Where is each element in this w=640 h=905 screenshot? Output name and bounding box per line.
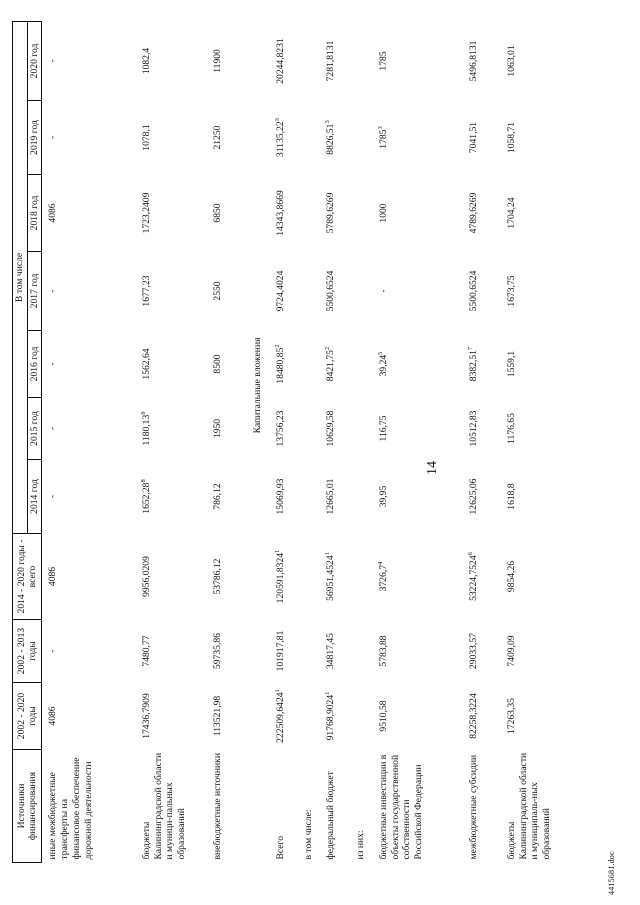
table-cell — [501, 534, 559, 620]
cell-value: - — [47, 426, 59, 431]
cell-value: 4086 — [47, 706, 59, 726]
table-row — [136, 21, 207, 862]
table-cell — [136, 620, 207, 683]
empty-cell — [350, 534, 373, 620]
row-label: межбюджетные субсидии — [468, 754, 480, 860]
table-cell — [320, 460, 350, 534]
table-cell — [501, 620, 559, 683]
cell-value: 17436,7909 — [140, 693, 152, 739]
table-cell — [136, 175, 207, 252]
table-row — [463, 21, 501, 862]
empty-cell — [350, 252, 373, 331]
table-cell — [373, 534, 463, 620]
cell-value: 10512,83 — [468, 410, 480, 447]
cell-value: 1618,8 — [506, 483, 518, 510]
table-cell — [42, 683, 136, 750]
table-cell — [501, 252, 559, 331]
header-source: Источники финансирования — [13, 750, 42, 863]
table-cell — [373, 398, 463, 460]
cell-value: - — [378, 289, 390, 293]
cell-value: 1673,75 — [506, 275, 518, 307]
table-cell — [42, 460, 136, 534]
empty-cell — [298, 175, 321, 252]
table-cell — [463, 21, 501, 100]
table-cell — [207, 331, 247, 398]
table-cell — [501, 683, 559, 750]
empty-cell — [298, 398, 321, 460]
row-label: бюджеты Калининградской области и муници-пальных образований — [140, 752, 188, 860]
table-cell — [42, 331, 136, 398]
cell-value: 1000 — [378, 203, 390, 223]
empty-cell — [298, 534, 321, 620]
cell-value: 5500,6524 — [468, 270, 480, 312]
cell-value: 101917,81 — [274, 630, 286, 672]
cell-value: 11900 — [211, 49, 223, 73]
table-cell — [207, 252, 247, 331]
table-cell — [320, 21, 350, 100]
header-year: 2016 год — [27, 331, 42, 398]
footnote-marker: 2 — [324, 346, 332, 351]
cell-value: 59735,86 — [211, 633, 223, 669]
header-year: 2015 год — [27, 398, 42, 460]
table-cell — [463, 534, 501, 620]
cell-value: 7409,09 — [506, 635, 518, 667]
row-label: бюджеты Калининградской области и муниципаль-ных образований — [506, 752, 553, 860]
cell-value: 1078,1 — [140, 124, 152, 151]
table-cell — [136, 101, 207, 175]
table-cell — [136, 534, 207, 620]
cell-value: 15069,93 — [274, 478, 286, 515]
cell-value: 2550 — [211, 281, 223, 301]
cell-value: 1176,65 — [506, 413, 518, 444]
cell-value: 91768,9024 — [325, 694, 337, 741]
table-cell — [136, 683, 207, 750]
cell-value: - — [47, 362, 59, 366]
footnote-marker: 1 — [273, 689, 281, 693]
cell-value: 1063,01 — [506, 45, 518, 77]
row-label: в том числе: — [302, 809, 314, 860]
cell-value: 7281,8131 — [325, 40, 337, 82]
cell-value: 1785 — [378, 129, 390, 149]
cell-value: 7041,51 — [468, 121, 480, 154]
cell-value: 1785 — [378, 51, 390, 71]
footnote-marker: 2 — [273, 344, 281, 348]
table-cell — [501, 331, 559, 398]
row-label: федеральный бюджет — [325, 771, 337, 860]
cell-value: 113521,98 — [211, 695, 223, 737]
table-row — [501, 21, 559, 862]
table-cell — [373, 252, 463, 331]
cell-value: 9956,0209 — [140, 556, 152, 597]
cell-value: 12625,06 — [468, 478, 480, 515]
table-cell — [207, 460, 247, 534]
table-cell — [270, 534, 298, 620]
footnote-marker: 1 — [324, 552, 332, 556]
table-cell — [136, 398, 207, 460]
cell-value: 4086 — [47, 566, 59, 587]
table-cell — [463, 683, 501, 750]
row-label: внебюджетные источники — [211, 753, 223, 860]
cell-value: 17263,35 — [506, 698, 518, 734]
table-cell — [270, 21, 298, 100]
table-cell — [373, 175, 463, 252]
cell-value: 53224,7524 — [468, 555, 480, 601]
cell-value: 1058,71 — [506, 121, 518, 154]
cell-value: 9510,58 — [378, 700, 390, 732]
header-year: 2018 год — [27, 175, 42, 252]
table-row — [373, 21, 463, 862]
cell-value: 31135,22 — [274, 121, 286, 157]
table-cell — [373, 460, 463, 534]
table-cell — [501, 398, 559, 460]
empty-cell — [350, 398, 373, 460]
cell-value: 4789,6269 — [468, 192, 480, 234]
table-cell — [136, 331, 207, 398]
header-including: В том числе — [13, 21, 28, 533]
empty-cell — [350, 331, 373, 398]
header-total: 2002 - 2020 годы — [13, 683, 42, 750]
cell-value: 120591,8324 — [274, 552, 286, 604]
table-cell — [320, 175, 350, 252]
cell-value: 1950 — [211, 418, 223, 439]
table-row — [270, 21, 298, 862]
table-cell — [320, 331, 350, 398]
table-cell — [207, 683, 247, 750]
cell-value: 12665,01 — [325, 478, 337, 515]
table-cell — [320, 620, 350, 683]
empty-cell — [298, 620, 321, 683]
cell-value: 5496,8131 — [468, 40, 480, 82]
empty-cell — [298, 252, 321, 331]
table-cell — [501, 21, 559, 100]
cell-value: 39,24 — [378, 354, 390, 377]
table-cell — [320, 398, 350, 460]
table-cell — [207, 620, 247, 683]
table-cell — [463, 620, 501, 683]
cell-value: 14343,8669 — [274, 190, 286, 236]
cell-value: 56951,4524 — [325, 555, 337, 601]
row-label: из них: — [355, 830, 367, 860]
table-cell — [373, 683, 463, 750]
header-period-2: 2014 - 2020 годы - всего — [13, 534, 42, 620]
footnote-marker: 1 — [324, 691, 332, 695]
cell-value: 20244,8231 — [274, 38, 286, 84]
table-cell — [320, 252, 350, 331]
table-cell — [207, 534, 247, 620]
cell-value: 1704,24 — [506, 197, 518, 229]
table-row — [320, 21, 350, 862]
table-cell — [270, 460, 298, 534]
empty-cell — [298, 21, 321, 100]
cell-value: 5789,6269 — [325, 192, 337, 234]
cell-value: 9724,4024 — [274, 270, 286, 312]
section-caption: Капитальные вложения — [251, 337, 263, 434]
header-year: 2017 год — [27, 252, 42, 331]
cell-value: 1559,1 — [506, 350, 518, 378]
cell-value: 5783,88 — [378, 635, 390, 667]
cell-value: 53786,12 — [211, 558, 223, 595]
footnote-marker: 5 — [376, 351, 384, 355]
empty-cell — [350, 101, 373, 175]
cell-value: 786,12 — [211, 483, 223, 510]
cell-value: 10629,58 — [325, 410, 337, 447]
table-cell — [207, 101, 247, 175]
cell-value: 3726,7 — [378, 564, 390, 592]
table-body — [42, 21, 559, 862]
table-cell — [463, 398, 501, 460]
cell-value: 5500,6524 — [325, 270, 337, 312]
table-cell — [373, 620, 463, 683]
cell-value: 6850 — [211, 203, 223, 223]
table-cell — [501, 101, 559, 175]
cell-value: 29033,57 — [468, 633, 480, 669]
cell-value: 116,75 — [378, 415, 390, 442]
header-year: 2014 год — [27, 460, 42, 534]
empty-cell — [298, 331, 321, 398]
footnote-marker: 3 — [324, 120, 332, 124]
table-cell — [270, 252, 298, 331]
row-label: бюджетные инвестиции в объекты государственной собственности Российской Федерации — [378, 754, 425, 860]
table-cell — [270, 620, 298, 683]
row-label: Всего — [274, 835, 286, 860]
cell-value: 7480,77 — [140, 635, 152, 667]
cell-value: - — [47, 135, 59, 140]
section-caption-row — [247, 21, 270, 862]
cell-value: 82258,3224 — [468, 693, 480, 739]
cell-value: 21250 — [211, 125, 223, 150]
table-cell — [270, 331, 298, 398]
table-cell — [373, 21, 463, 100]
cell-value: - — [47, 289, 59, 293]
page-number: 14 — [425, 461, 440, 475]
footnote-marker: 4 — [376, 561, 384, 565]
footnote-marker: 9 — [139, 411, 147, 415]
footnote-marker: 8 — [139, 479, 147, 483]
document-footer: 4415681.doc — [607, 851, 616, 895]
footnote-marker: 6 — [466, 552, 474, 556]
empty-cell — [298, 460, 321, 534]
header-period-1: 2002 - 2013 годы — [13, 620, 42, 683]
table-row — [207, 21, 247, 862]
cell-value: 1652,28 — [140, 482, 152, 514]
table-cell — [320, 683, 350, 750]
table-row — [298, 21, 321, 862]
empty-cell — [350, 175, 373, 252]
empty-cell — [298, 683, 321, 750]
cell-value: 18480,85 — [274, 347, 286, 384]
table-cell — [42, 101, 136, 175]
table-cell — [42, 21, 136, 100]
cell-value: 34817,45 — [325, 633, 337, 669]
empty-cell — [350, 683, 373, 750]
cell-value: 1082,4 — [140, 47, 152, 75]
table-cell — [501, 460, 559, 534]
footnote-marker: 3 — [376, 126, 384, 130]
table-cell — [463, 331, 501, 398]
footnote-marker: 1 — [273, 549, 281, 553]
table-cell — [42, 252, 136, 331]
table-cell — [136, 252, 207, 331]
cell-value: - — [47, 59, 59, 63]
cell-value: 39,95 — [378, 485, 390, 508]
table-cell — [373, 331, 463, 398]
cell-value: 1180,13 — [140, 414, 152, 446]
empty-cell — [298, 101, 321, 175]
table-cell — [42, 175, 136, 252]
cell-value: 13756,23 — [274, 410, 286, 447]
cell-value: - — [47, 649, 59, 653]
table-cell — [320, 534, 350, 620]
table-cell — [463, 175, 501, 252]
footnote-marker: 7 — [466, 346, 474, 351]
table-cell — [207, 21, 247, 100]
table-cell — [270, 398, 298, 460]
table-cell — [463, 460, 501, 534]
cell-value: 1677,23 — [140, 275, 152, 307]
empty-cell — [350, 620, 373, 683]
table-cell — [42, 398, 136, 460]
table-cell — [42, 534, 136, 620]
cell-value: 9854,26 — [506, 560, 518, 593]
cell-value: 8382,51 — [468, 350, 480, 382]
financing-table — [12, 21, 559, 863]
cell-value: 8826,51 — [325, 123, 337, 155]
cell-value: 8421,75 — [325, 350, 337, 382]
header-year: 2020 год — [27, 21, 42, 100]
table-cell — [207, 398, 247, 460]
table-cell — [463, 252, 501, 331]
table-cell — [270, 101, 298, 175]
empty-cell — [350, 21, 373, 100]
cell-value: 222509,6424 — [274, 692, 286, 743]
cell-value: - — [47, 494, 59, 499]
table-cell — [373, 101, 463, 175]
table-cell — [463, 101, 501, 175]
cell-value: 1723,2409 — [140, 192, 152, 234]
table-cell — [42, 620, 136, 683]
table-cell — [501, 175, 559, 252]
cell-value: 4086 — [47, 203, 59, 223]
table-row — [42, 21, 136, 862]
table-cell — [136, 21, 207, 100]
table-cell — [270, 683, 298, 750]
table-cell — [207, 175, 247, 252]
table-cell — [320, 101, 350, 175]
row-label: иные межбюджетные трансферты на финансовое обеспечение дорожной деятельности — [47, 757, 94, 860]
footnote-marker: 3 — [273, 118, 281, 122]
cell-value: 1562,64 — [140, 348, 152, 380]
table-cell — [136, 460, 207, 534]
cell-value: 8500 — [211, 354, 223, 374]
table-cell — [270, 175, 298, 252]
header-year: 2019 год — [27, 101, 42, 175]
table-row — [350, 21, 373, 862]
empty-cell — [350, 460, 373, 534]
